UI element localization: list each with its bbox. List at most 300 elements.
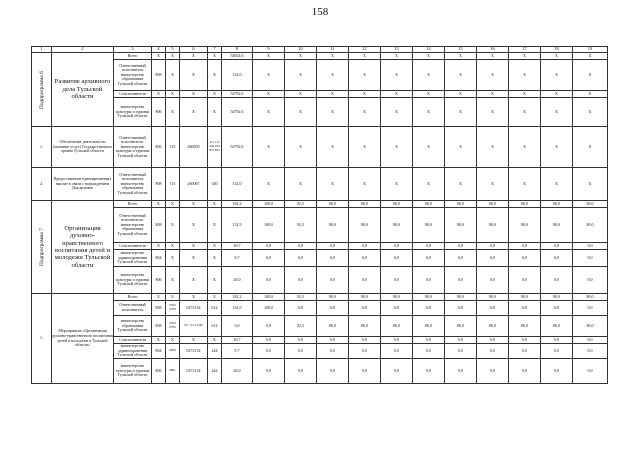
year-value-cell: 0,0 <box>573 344 608 359</box>
year-value-cell: X <box>317 98 349 127</box>
year-value-cell: X <box>509 91 541 98</box>
section-code-cell: X <box>166 98 180 127</box>
year-value-cell: 0,0 <box>253 250 285 267</box>
year-value-cell: 0,0 <box>509 243 541 250</box>
year-value-cell: X <box>541 60 573 91</box>
table-row <box>32 53 608 60</box>
total-amount-cell: 0,0 <box>222 316 253 337</box>
year-value-cell: 0,0 <box>541 243 573 250</box>
expense-type-cell: X <box>208 60 222 91</box>
expense-type-cell: X <box>208 53 222 60</box>
year-value-cell: 0,0 <box>477 243 509 250</box>
grbs-code-cell: 806 <box>152 359 166 384</box>
year-value-cell: 92,5 <box>285 208 317 243</box>
year-value-cell: X <box>445 91 477 98</box>
year-value-cell: 0,0 <box>349 344 381 359</box>
year-value-cell: 80,0 <box>349 201 381 208</box>
table-row <box>32 60 608 91</box>
year-value-cell: 80,0 <box>541 316 573 337</box>
year-value-cell: 0,0 <box>573 250 608 267</box>
expense-type-cell: 111 112 240 244 851 852 <box>208 127 222 168</box>
grbs-code-cell: 808 <box>152 316 166 337</box>
table-row <box>32 337 608 344</box>
executor-cell: министерство культуры и туризма Тульской области <box>114 359 152 384</box>
year-value-cell: 0,0 <box>413 243 445 250</box>
grbs-code-cell: 808 <box>152 60 166 91</box>
year-value-cell: 80,0 <box>445 208 477 243</box>
year-value-cell: X <box>445 60 477 91</box>
year-value-cell: 0,0 <box>253 316 285 337</box>
year-value-cell: 0,0 <box>317 344 349 359</box>
executor-cell: Ответственный исполнитель <box>114 301 152 316</box>
section-code-cell: X <box>166 201 180 208</box>
year-value-cell: 0,0 <box>317 359 349 384</box>
year-value-cell: 0,0 <box>445 301 477 316</box>
target-article-cell: X <box>180 201 208 208</box>
year-value-cell: 0,0 <box>445 250 477 267</box>
year-value-cell: X <box>477 60 509 91</box>
year-value-cell: X <box>349 168 381 201</box>
expense-type-cell: X <box>208 250 222 267</box>
year-value-cell: X <box>413 98 445 127</box>
executor-cell: министерство образования Тульской области <box>114 316 152 337</box>
year-value-cell: 0,0 <box>253 344 285 359</box>
total-amount-cell: 54792,6 <box>222 127 253 168</box>
year-value-cell: X <box>445 53 477 60</box>
year-value-cell: 0,0 <box>509 359 541 384</box>
grbs-code-cell: 808 <box>152 168 166 201</box>
year-value-cell: 0,0 <box>253 337 285 344</box>
table-row <box>32 316 608 337</box>
year-value-cell: 80,0 <box>477 316 509 337</box>
year-value-cell: 0,0 <box>285 267 317 294</box>
section-code-cell: 113 <box>166 168 180 201</box>
column-number-cell: 10 <box>285 47 317 53</box>
column-number-cell: 2 <box>52 47 114 53</box>
total-amount-cell: 54792,6 <box>222 98 253 127</box>
year-value-cell: 80,0 <box>573 201 608 208</box>
column-number-cell: 12 <box>349 47 381 53</box>
executor-cell: Всего <box>114 294 152 301</box>
year-value-cell: 80,0 <box>509 208 541 243</box>
year-value-cell: X <box>477 127 509 168</box>
year-value-cell: X <box>381 168 413 201</box>
year-value-cell: 0,0 <box>445 337 477 344</box>
section-code-cell: X <box>166 60 180 91</box>
activity-number: 1. <box>32 127 52 168</box>
year-value-cell: X <box>445 127 477 168</box>
target-article-cell: 260067 <box>180 168 208 201</box>
year-value-cell: 0,0 <box>285 301 317 316</box>
executor-cell: Всего <box>114 53 152 60</box>
year-value-cell: X <box>253 98 285 127</box>
expense-type-cell: X <box>208 267 222 294</box>
executor-cell: министерство здравоохранения Тульской области <box>114 250 152 267</box>
grbs-code-cell: X <box>152 53 166 60</box>
year-value-cell: X <box>285 127 317 168</box>
year-value-cell: X <box>573 127 608 168</box>
total-amount-cell: 9,7 <box>222 250 253 267</box>
year-value-cell: 80,0 <box>413 316 445 337</box>
year-value-cell: 0,0 <box>317 337 349 344</box>
grbs-code-cell: X <box>152 294 166 301</box>
year-value-cell: 80,0 <box>477 208 509 243</box>
section-code-cell: X <box>166 91 180 98</box>
expense-type-cell: X <box>208 243 222 250</box>
section-code-cell: 0909 <box>166 344 180 359</box>
year-value-cell: 0,0 <box>477 301 509 316</box>
total-amount-cell: 132,5 <box>222 208 253 243</box>
year-value-cell: X <box>573 53 608 60</box>
year-value-cell: X <box>413 60 445 91</box>
year-value-cell: 0,0 <box>317 243 349 250</box>
section-code-cell: X <box>166 250 180 267</box>
year-value-cell: X <box>381 127 413 168</box>
total-amount-cell: 132,5 <box>222 301 253 316</box>
year-value-cell: X <box>509 53 541 60</box>
year-value-cell: 0,0 <box>317 267 349 294</box>
total-amount-cell: 40,0 <box>222 267 253 294</box>
year-value-cell: X <box>381 91 413 98</box>
year-value-cell: 100,0 <box>253 294 285 301</box>
year-value-cell: 0,0 <box>573 267 608 294</box>
section-code-cell: X <box>166 267 180 294</box>
year-value-cell: 80,0 <box>541 294 573 301</box>
year-value-cell: 80,0 <box>509 201 541 208</box>
year-value-cell: X <box>509 168 541 201</box>
grbs-code-cell: X <box>152 337 166 344</box>
year-value-cell: 0,0 <box>541 267 573 294</box>
column-number-cell: 6 <box>180 47 208 53</box>
table-row <box>32 208 608 243</box>
activity-number: 1. <box>32 294 52 384</box>
year-value-cell: 80,0 <box>477 294 509 301</box>
column-number-cell: 11 <box>317 47 349 53</box>
target-article-cell: 0272134 <box>180 359 208 384</box>
year-value-cell: X <box>541 127 573 168</box>
target-article-cell: X <box>180 250 208 267</box>
year-value-cell: 0,0 <box>381 344 413 359</box>
executor-cell: Соисполнители <box>114 91 152 98</box>
total-amount-cell: 54792,6 <box>222 91 253 98</box>
year-value-cell: 0,0 <box>509 344 541 359</box>
expense-type-cell: X <box>208 91 222 98</box>
grbs-code-cell: 804 <box>152 250 166 267</box>
year-value-cell: X <box>413 53 445 60</box>
table-row <box>32 201 608 208</box>
section-code-cell: 0702 0709 <box>166 301 180 316</box>
grbs-code-cell: 806 <box>152 98 166 127</box>
year-value-cell: X <box>477 98 509 127</box>
year-value-cell: 92,5 <box>285 294 317 301</box>
year-value-cell: 0,0 <box>509 337 541 344</box>
section-code-cell: X <box>166 243 180 250</box>
table-row <box>32 127 608 168</box>
target-article-cell: X <box>180 267 208 294</box>
year-value-cell: X <box>317 168 349 201</box>
section-code-cell: X <box>166 208 180 243</box>
column-number-cell: 15 <box>445 47 477 53</box>
subprogram-title: Развитие архивного дела Тульской области <box>52 53 114 127</box>
year-value-cell: 0,0 <box>573 337 608 344</box>
year-value-cell: X <box>573 98 608 127</box>
year-value-cell: 0,0 <box>541 337 573 344</box>
year-value-cell: 80,0 <box>413 294 445 301</box>
year-value-cell: 0,0 <box>541 344 573 359</box>
activity-title: Предоставление единовременных выплат в связи с награждением Дня архивов <box>52 168 114 201</box>
year-value-cell: X <box>541 98 573 127</box>
year-value-cell: 0,0 <box>285 250 317 267</box>
target-article-cell: X <box>180 243 208 250</box>
subprogram-label: Подпрограмма 6 <box>32 53 52 127</box>
total-amount-cell: 182,2 <box>222 201 253 208</box>
year-value-cell: 0,0 <box>317 250 349 267</box>
year-value-cell: X <box>349 53 381 60</box>
year-value-cell: 0,0 <box>509 267 541 294</box>
grbs-code-cell: X <box>152 201 166 208</box>
executor-cell: министерство культуры и туризма Тульской области <box>114 267 152 294</box>
total-amount-cell: 132,0 <box>222 60 253 91</box>
year-value-cell: 80,0 <box>413 201 445 208</box>
year-value-cell: X <box>349 127 381 168</box>
year-value-cell: 0,0 <box>381 337 413 344</box>
year-value-cell: X <box>573 91 608 98</box>
year-value-cell: 0,0 <box>509 250 541 267</box>
table-row <box>32 301 608 316</box>
table-row <box>32 168 608 201</box>
year-value-cell: 80,0 <box>317 201 349 208</box>
year-value-cell: X <box>509 60 541 91</box>
year-value-cell: 100,0 <box>253 201 285 208</box>
year-value-cell: 80,0 <box>317 294 349 301</box>
year-value-cell: X <box>253 91 285 98</box>
target-article-cell: X <box>180 208 208 243</box>
year-value-cell: 0,0 <box>477 337 509 344</box>
year-value-cell: X <box>285 60 317 91</box>
expense-type-cell: X <box>208 294 222 301</box>
total-amount-cell: 40,0 <box>222 359 253 384</box>
table-row <box>32 98 608 127</box>
subprogram-title: Организация духовно-нравственного воспитания детей и молодежи Тульской области <box>52 201 114 294</box>
year-value-cell: 80,0 <box>381 316 413 337</box>
target-article-cell: X <box>180 294 208 301</box>
year-value-cell: 0,0 <box>477 359 509 384</box>
column-number-cell: 7 <box>208 47 222 53</box>
year-value-cell: 0,0 <box>573 359 608 384</box>
year-value-cell: X <box>509 127 541 168</box>
year-value-cell: 0,0 <box>381 359 413 384</box>
executor-cell: министерство здравоохранения Тульской области <box>114 344 152 359</box>
year-value-cell: X <box>381 53 413 60</box>
year-value-cell: X <box>445 98 477 127</box>
year-value-cell: 92,5 <box>285 201 317 208</box>
column-number-cell: 17 <box>509 47 541 53</box>
year-value-cell: 80,0 <box>445 316 477 337</box>
year-value-cell: X <box>477 53 509 60</box>
year-value-cell: 80,0 <box>573 208 608 243</box>
year-value-cell: X <box>253 127 285 168</box>
section-code-cell: 113 <box>166 127 180 168</box>
year-value-cell: 80,0 <box>317 208 349 243</box>
year-value-cell: 0,0 <box>349 250 381 267</box>
year-value-cell: 80,0 <box>509 316 541 337</box>
year-value-cell: 0,0 <box>285 243 317 250</box>
table-row <box>32 243 608 250</box>
year-value-cell: 0,0 <box>413 267 445 294</box>
year-value-cell: 0,0 <box>381 250 413 267</box>
year-value-cell: 0,0 <box>445 359 477 384</box>
year-value-cell: X <box>285 98 317 127</box>
table-row <box>32 267 608 294</box>
year-value-cell: 80,0 <box>349 208 381 243</box>
executor-cell: Ответственный исполнитель: министерство образования Тульской области <box>114 208 152 243</box>
column-number-cell: 5 <box>166 47 180 53</box>
year-value-cell: 80,0 <box>445 294 477 301</box>
expense-type-cell: X <box>208 201 222 208</box>
year-value-cell: 80,0 <box>445 201 477 208</box>
section-code-cell: 0702 0709 <box>166 316 180 337</box>
year-value-cell: 80,0 <box>541 208 573 243</box>
section-code-cell: X <box>166 337 180 344</box>
year-value-cell: X <box>541 168 573 201</box>
year-value-cell: X <box>573 168 608 201</box>
executor-cell: Всего <box>114 201 152 208</box>
year-value-cell: 0,0 <box>381 267 413 294</box>
year-value-cell: 0,0 <box>349 243 381 250</box>
column-number-cell: 9 <box>253 47 285 53</box>
expense-type-cell: X <box>208 98 222 127</box>
total-amount-cell: 182,2 <box>222 294 253 301</box>
year-value-cell: 80,0 <box>541 201 573 208</box>
year-value-cell: X <box>349 98 381 127</box>
year-value-cell: X <box>477 91 509 98</box>
executor-cell: Ответственный исполнитель министерство образования Тульской области <box>114 168 152 201</box>
year-value-cell: 0,0 <box>477 250 509 267</box>
executor-cell: Соисполнители <box>114 243 152 250</box>
target-article-cell: X <box>180 98 208 127</box>
section-code-cell: X <box>166 53 180 60</box>
expense-type-cell: 612 <box>208 301 222 316</box>
total-amount-cell: 49,7 <box>222 337 253 344</box>
year-value-cell: X <box>541 91 573 98</box>
executor-cell: Ответственный исполнитель: министерство культуры и туризма Тульской области <box>114 127 152 168</box>
year-value-cell: X <box>413 168 445 201</box>
column-number-cell: 1 <box>32 47 52 53</box>
year-value-cell: 0,0 <box>381 243 413 250</box>
year-value-cell: 0,0 <box>253 243 285 250</box>
year-value-cell: 0,0 <box>285 337 317 344</box>
year-value-cell: 80,0 <box>381 201 413 208</box>
grbs-code-cell: 808 <box>152 301 166 316</box>
year-value-cell: X <box>253 53 285 60</box>
year-value-cell: 80,0 <box>349 294 381 301</box>
year-value-cell: 0,0 <box>477 344 509 359</box>
activity-title: Обеспечение деятельности (оказание услуг) Государственного архива Тульской области <box>52 127 114 168</box>
year-value-cell: X <box>349 91 381 98</box>
executor-cell: Соисполнители <box>114 337 152 344</box>
executor-cell: министерство культуры и туризма Тульской области <box>114 98 152 127</box>
year-value-cell: 80,0 <box>573 294 608 301</box>
table-row <box>32 344 608 359</box>
year-value-cell: X <box>573 60 608 91</box>
target-article-cell: X <box>180 337 208 344</box>
year-value-cell: 0,0 <box>445 267 477 294</box>
year-value-cell: 80,0 <box>573 316 608 337</box>
target-article-cell: 260059 <box>180 127 208 168</box>
executor-cell: Ответственный исполнитель министерство образования Тульской области <box>114 60 152 91</box>
grbs-code-cell: X <box>152 243 166 250</box>
column-number-cell: 14 <box>413 47 445 53</box>
expense-type-cell: 340 <box>208 168 222 201</box>
section-code-cell: 0801 <box>166 359 180 384</box>
column-number-cell: 4 <box>152 47 166 53</box>
total-amount-cell: 9,7 <box>222 344 253 359</box>
expense-type-cell: 244 <box>208 359 222 384</box>
target-article-cell: 0272134 <box>180 301 208 316</box>
year-value-cell: 80,0 <box>477 201 509 208</box>
expense-type-cell: 244 <box>208 344 222 359</box>
table-row <box>32 250 608 267</box>
column-number-cell: 16 <box>477 47 509 53</box>
year-value-cell: 0,0 <box>413 337 445 344</box>
year-value-cell: X <box>413 91 445 98</box>
year-value-cell: X <box>317 127 349 168</box>
column-number-cell: 19 <box>573 47 608 53</box>
year-value-cell: X <box>413 127 445 168</box>
year-value-cell: 0,0 <box>445 243 477 250</box>
total-amount-cell: 54924,6 <box>222 53 253 60</box>
year-value-cell: 0,0 <box>413 250 445 267</box>
expense-type-cell: 612 <box>208 316 222 337</box>
year-value-cell: 0,0 <box>253 267 285 294</box>
year-value-cell: 0,0 <box>541 250 573 267</box>
year-value-cell: 92,5 <box>285 316 317 337</box>
expense-type-cell: X <box>208 208 222 243</box>
expense-type-cell: X <box>208 337 222 344</box>
column-number-cell: 13 <box>381 47 413 53</box>
year-value-cell: 0,0 <box>285 344 317 359</box>
budget-table <box>31 46 608 384</box>
year-value-cell: 0,0 <box>253 359 285 384</box>
section-code-cell: X <box>166 294 180 301</box>
year-value-cell: 0,0 <box>477 267 509 294</box>
year-value-cell: 80,0 <box>349 316 381 337</box>
year-value-cell: 0,0 <box>413 301 445 316</box>
page-number: 158 <box>311 6 329 18</box>
year-value-cell: 0,0 <box>349 359 381 384</box>
grbs-code-cell: 806 <box>152 127 166 168</box>
year-value-cell: X <box>349 60 381 91</box>
target-article-cell: 02 7 01 21340 <box>180 316 208 337</box>
year-value-cell: 0,0 <box>349 337 381 344</box>
year-value-cell: 0,0 <box>285 359 317 384</box>
grbs-code-cell: X <box>152 91 166 98</box>
target-article-cell: X <box>180 91 208 98</box>
year-value-cell: 100,0 <box>253 208 285 243</box>
year-value-cell: X <box>253 60 285 91</box>
grbs-code-cell: 808 <box>152 208 166 243</box>
year-value-cell: X <box>285 168 317 201</box>
activity-title: Мероприятие «Организация духовно-нравственного воспитания детей и молодёжи в Тульской области» <box>52 294 114 384</box>
year-value-cell: X <box>381 98 413 127</box>
year-value-cell: 80,0 <box>317 316 349 337</box>
grbs-code-cell: 806 <box>152 267 166 294</box>
year-value-cell: 0,0 <box>349 301 381 316</box>
year-value-cell: X <box>381 60 413 91</box>
year-value-cell: X <box>317 60 349 91</box>
year-value-cell: 0,0 <box>573 243 608 250</box>
table-row <box>32 359 608 384</box>
